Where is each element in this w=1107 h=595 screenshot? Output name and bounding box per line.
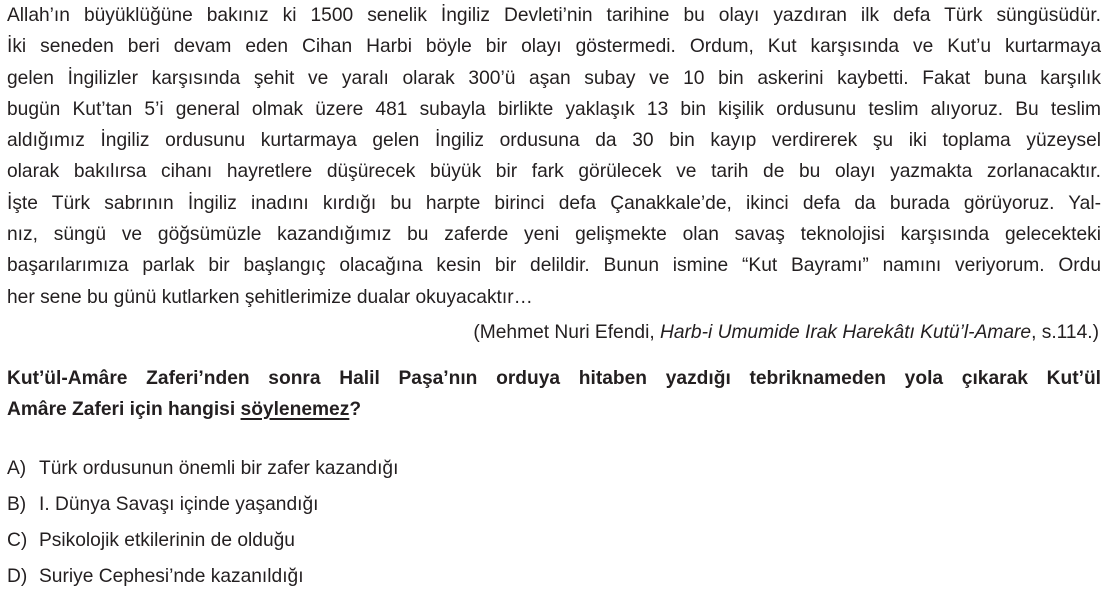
passage-line: Allah’ın büyüklüğüne bakınız ki 1500 senelik İngiliz Devleti’nin tarihine bu olayı yazdıran ilk defa Türk süngüsüdür. [7, 5, 1101, 26]
passage-line: nız, süngü ve göğsümüzle kazandığımız bu zaferde yeni gelişmekte olan savaş teknolojisi karşısında gelecekteki [7, 224, 1101, 246]
answer-option-d[interactable] [7, 559, 1101, 595]
question-mark: ? [349, 398, 362, 420]
passage-line: İşte Türk sabrının İngiliz inadını kırdığı bu harpte birinci defa Çanakkale’de, ikinci defa da burada görüyoruz. Yal- [7, 192, 1101, 214]
option-letter: A) [7, 457, 27, 479]
question-line [7, 394, 1101, 425]
answer-option-a[interactable] [7, 451, 1101, 487]
answer-options [7, 451, 1101, 595]
answer-option-c[interactable] [7, 523, 1101, 559]
document-page [7, 0, 1101, 595]
option-text: Psikolojik etkilerinin de olduğu [39, 529, 295, 551]
option-text: Türk ordusunun önemli bir zafer kazandığı [39, 457, 399, 479]
passage [7, 0, 1101, 348]
option-letter: C) [7, 529, 28, 551]
passage-line: olarak bakılırsa cihanı hayretlere düşürecek büyük bir fark görülecek ve tarih de bu olayı yazmakta zorlanacaktır. [7, 161, 1101, 183]
passage-line: İki seneden beri devam eden Cihan Harbi böyle bir olayı göstermedi. Ordum, Kut karşısında ve Kut’u kurtarmaya [7, 36, 1101, 58]
passage-line: bugün Kut’tan 5’i general olmak üzere 481 subayla birlikte yaklaşık 13 bin kişilik ordusunu teslim alıyoruz. Bu teslim [7, 98, 1101, 120]
question-text: Amâre Zaferi için hangisi [7, 398, 241, 420]
citation-work-title: Harb-i Umumide Irak Harekâtı Kutü’l-Amare [660, 321, 1032, 343]
citation-close: , s.114.) [1031, 321, 1099, 343]
passage-line: her sene bu günü kutlarken şehitlerimize dualar okuyacaktır… [7, 286, 533, 308]
option-letter: D) [7, 565, 28, 587]
answer-option-b[interactable] [7, 487, 1101, 523]
citation-open: (Mehmet Nuri Efendi, [473, 321, 661, 343]
passage-line: başarılarımıza parlak bir başlangıç olacağına kesin bir delildir. Bunun ismine “Kut Bayramı” namını veriyorum. Ordu [7, 255, 1101, 277]
passage-line: aldığımız İngiliz ordusunu kurtarmaya gelen İngiliz ordusuna da 30 bin kayıp verdirerek şu iki toplama yüzeysel [7, 130, 1101, 152]
option-letter: B) [7, 493, 27, 515]
question-line: Kut’ül-Amâre Zaferi’nden sonra Halil Paşa’nın orduya hitaben yazdığı tebriknameden yola çıkarak Kut’ül [7, 367, 1101, 389]
option-text: I. Dünya Savaşı içinde yaşandığı [39, 493, 319, 515]
option-text: Suriye Cephesi’nde kazanıldığı [39, 565, 304, 587]
passage-line: gelen İngilizler karşısında şehit ve yaralı olarak 300’ü aşan subay ve 10 bin askerini kaybetti. Fakat buna karşılık [7, 67, 1101, 89]
citation [7, 317, 1101, 348]
question-stem [7, 363, 1101, 425]
question-emphasis: söylenemez [240, 398, 350, 420]
